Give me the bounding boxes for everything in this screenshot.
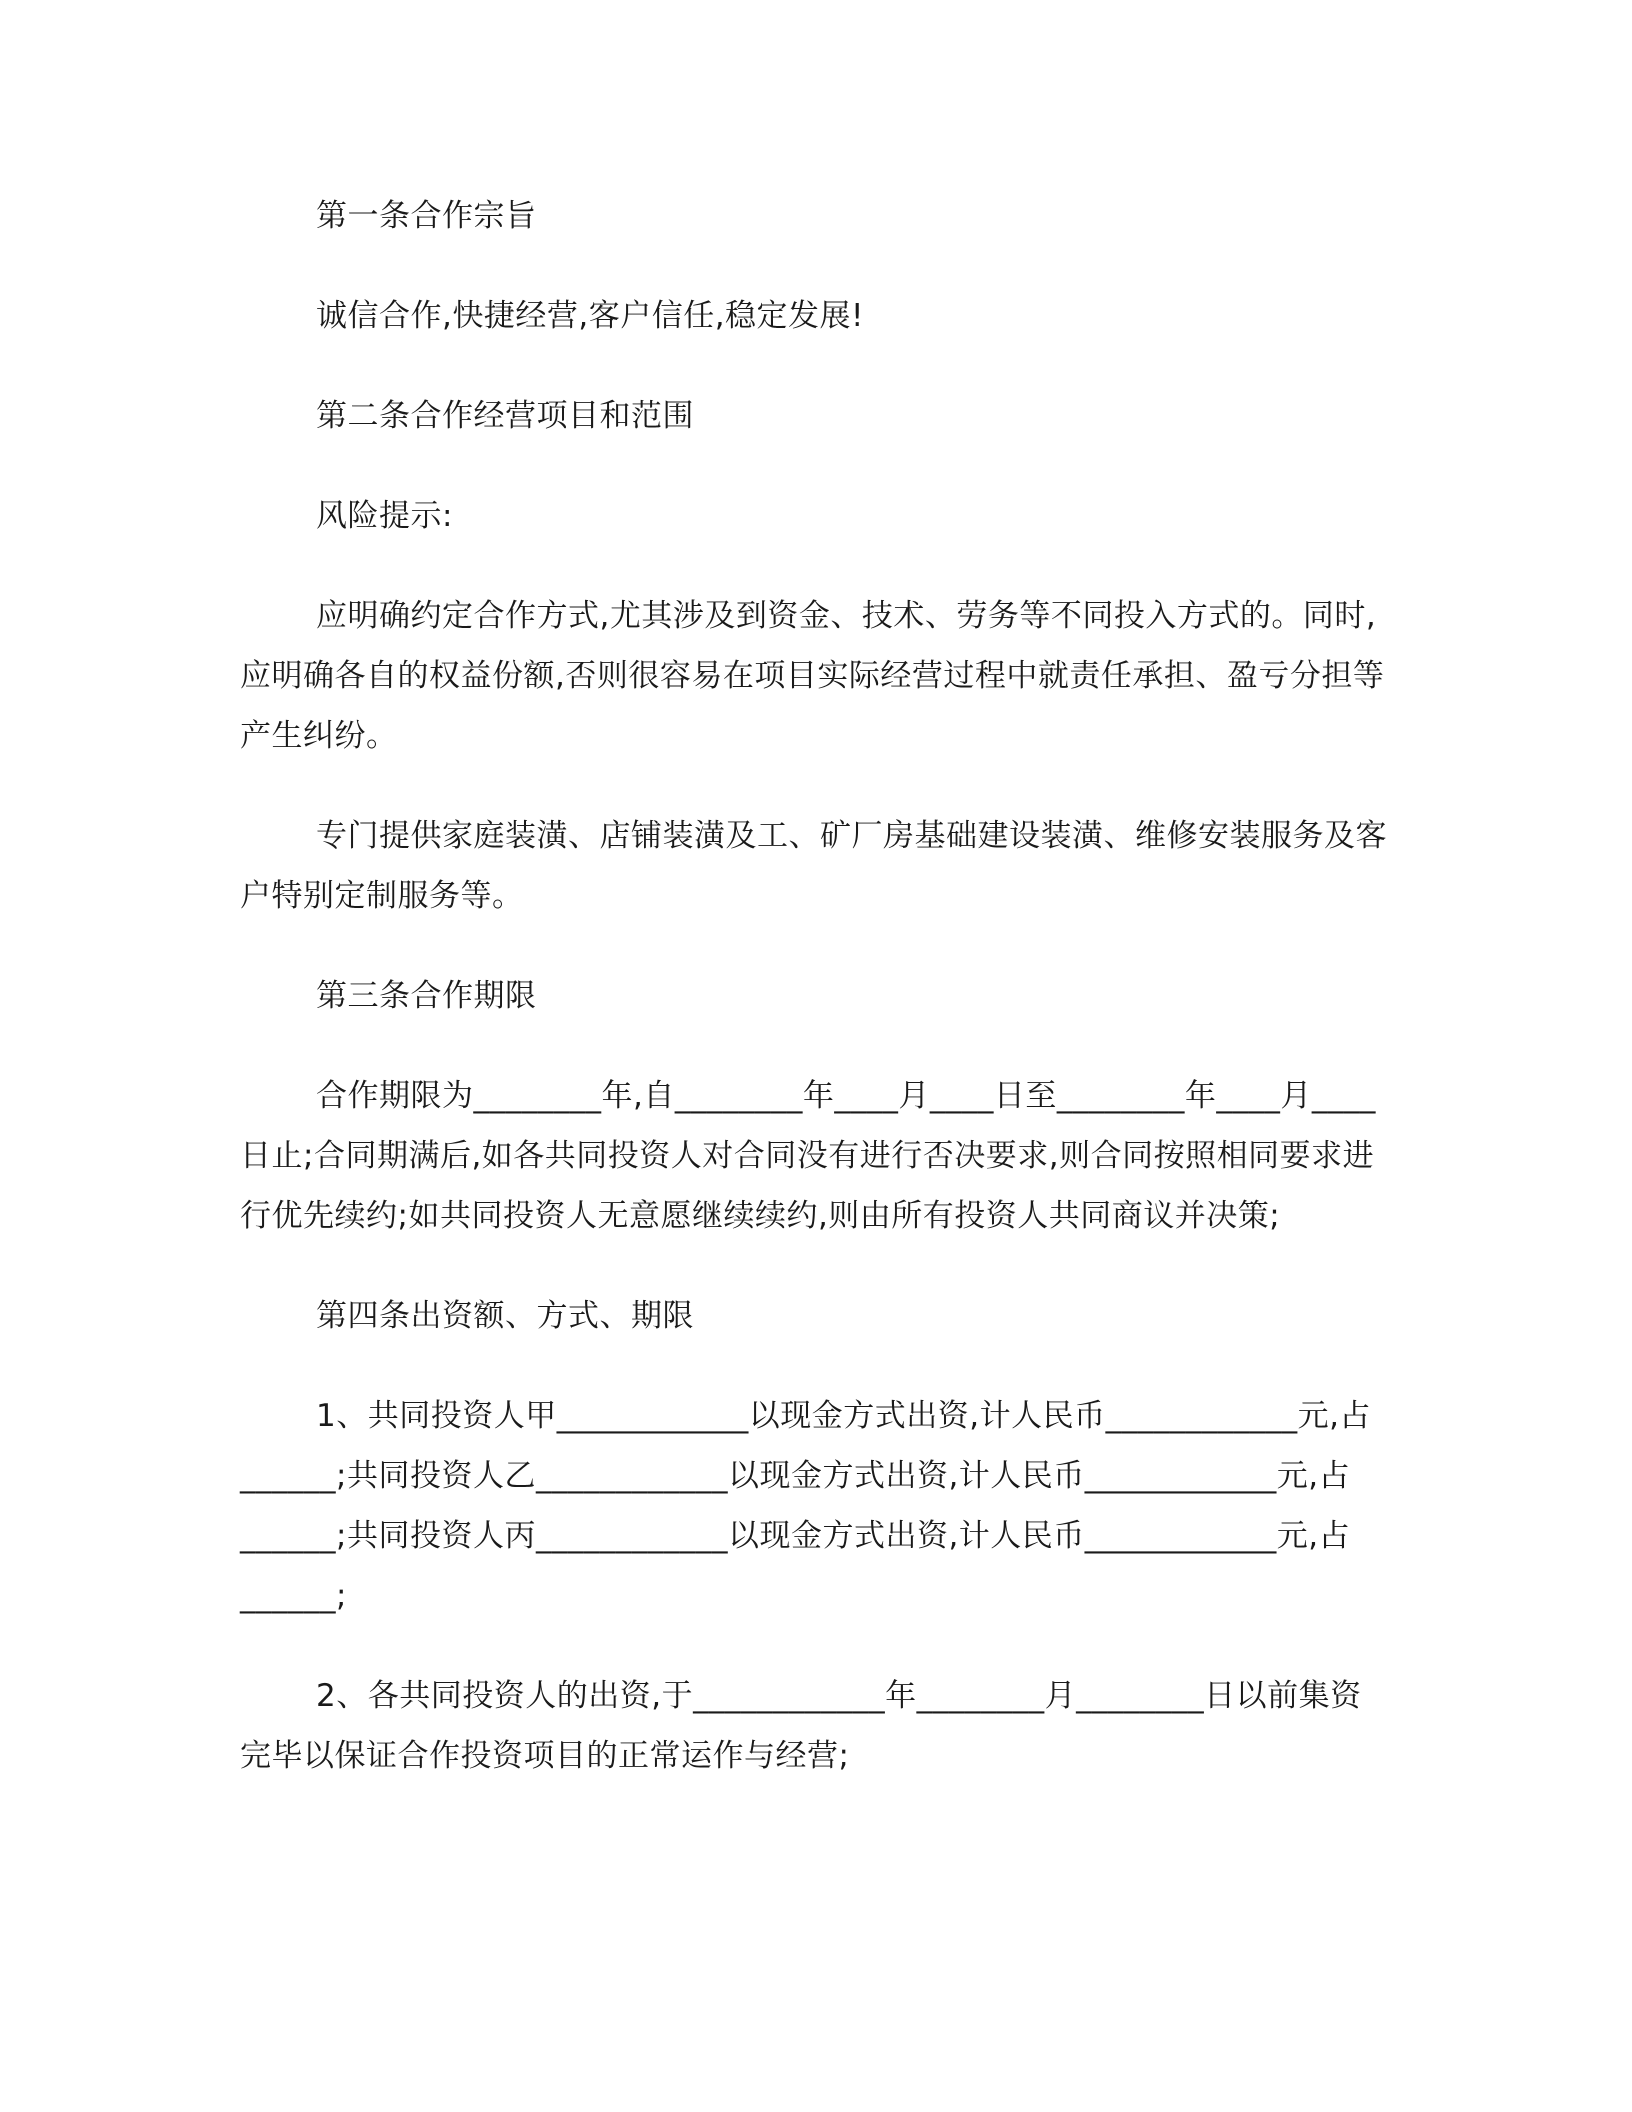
article-1-heading: 第一条合作宗旨 <box>316 198 537 234</box>
article-4-clause-2: 2、各共同投资人的出资,于____________年________月________日以前集资完毕以保证合作投资项目的正常运作与经营; <box>240 1678 1362 1774</box>
article-2-scope-text: 专门提供家庭装潢、店铺装潢及工、矿厂房基础建设装潢、维修安装服务及客户特别定制服务等。 <box>240 818 1387 914</box>
article-4-clause-1: 1、共同投资人甲____________以现金方式出资,计人民币____________元,占______;共同投资人乙____________以现金方式出资,计人民币____________元,占______;共同投资人丙____________以现金方式出资,计人民币____________元,占______; <box>240 1398 1371 1614</box>
article-3-heading: 第三条合作期限 <box>316 978 537 1014</box>
article-3-term-text: 合作期限为________年,自________年____月____日至________年____月____日止;合同期满后,如各共同投资人对合同没有进行否决要求,则合同按照相同要求进行优先续约;如共同投资人无意愿继续续约,则由所有投资人共同商议并决策; <box>240 1078 1376 1234</box>
article-4-heading: 第四条出资额、方式、期限 <box>316 1298 694 1334</box>
risk-tip-label: 风险提示: <box>316 498 453 534</box>
article-1-text: 诚信合作,快捷经营,客户信任,稳定发展! <box>316 298 864 334</box>
article-2-heading: 第二条合作经营项目和范围 <box>316 398 694 434</box>
risk-tip-text: 应明确约定合作方式,尤其涉及到资金、技术、劳务等不同投入方式的。同时,应明确各自的权益份额,否则很容易在项目实际经营过程中就责任承担、盈亏分担等产生纠纷。 <box>240 598 1385 754</box>
